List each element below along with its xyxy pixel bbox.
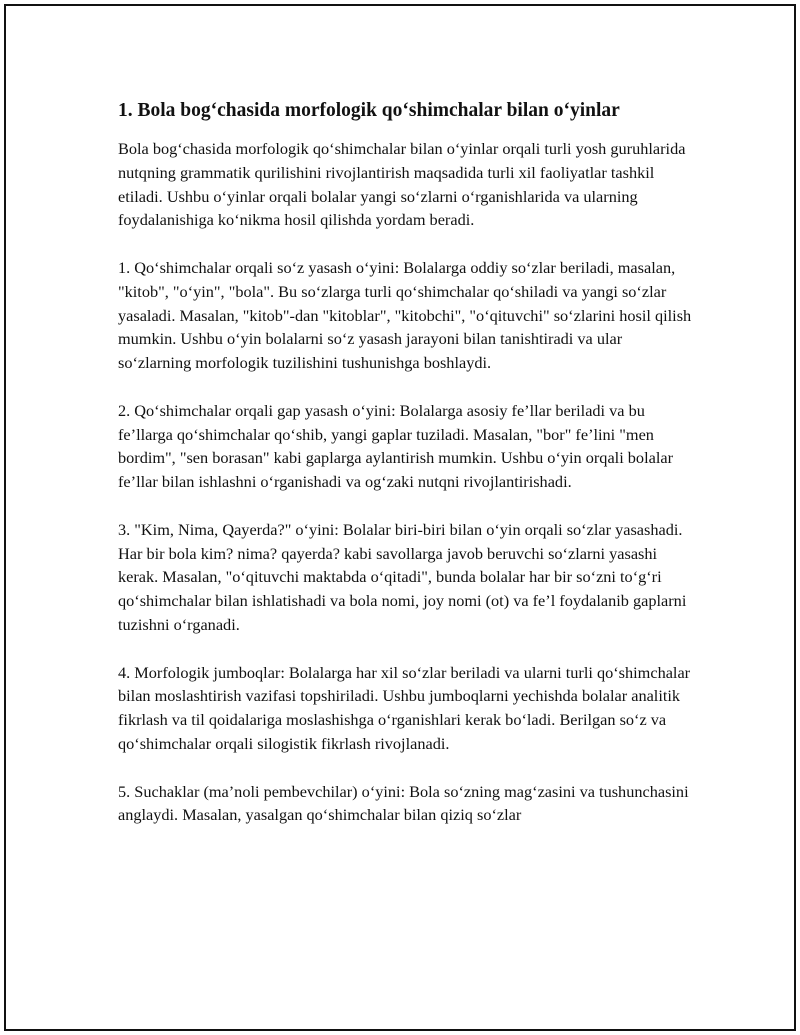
section-heading: 1. Bola bog‘chasida morfologik qo‘shimchalar bilan o‘yinlar xyxy=(118,100,620,121)
document-page xyxy=(4,4,796,1031)
paragraph-word-formation-game: 1. Qo‘shimchalar orqali so‘z yasash o‘yini: Bolalarga oddiy so‘zlar beriladi, masalan, "kitob", "o‘yin", "bola". Bu so‘zlarga turli qo‘shimchalar qo‘shiladi va yangi so‘zlar yasaladi. Masalan, "kitob"-dan "kitoblar", "kitobchi", "o‘qituvchi" so‘zlarini hosil qilish mumkin. Ushbu o‘yin bolalarni so‘z yasash jarayoni bilan tanishtiradi va ular so‘zlarning morfologik tuzilishini tushunishga boshlaydi. xyxy=(118,257,692,373)
paragraph-riddles-game: 5. Suchaklar (ma’noli pembevchilar) o‘yini: Bola so‘zning mag‘zasini va tushunchasini anglaydi. Masalan, yasalgan qo‘shimchalar bilan qiziq so‘zlar xyxy=(118,781,689,825)
paragraph-morphological-puzzles: 4. Morfologik jumboqlar: Bolalarga har xil so‘zlar beriladi va ularni turli qo‘shimchalar bilan moslashtirish vazifasi topshiriladi. Ushbu jumboqlarni yechishda bolalar analitik fikrlash va til qoidalariga moslashishga o‘rganishlari kerak bo‘ladi. Berilgan so‘z va qo‘shimchalar orqali silogistik fikrlash rivojlanadi. xyxy=(118,662,691,753)
document-body xyxy=(118,98,698,851)
intro-paragraph: Bola bog‘chasida morfologik qo‘shimchalar bilan o‘yinlar orqali turli yosh guruhlarida nutqning grammatik qurilishini rivojlantirish maqsadida turli xil faoliyatlar tashkil etiladi. Ushbu o‘yinlar orqali bolalar yangi so‘zlarni o‘rganishlarida va ularning foydalanishiga ko‘nikma hosil qilishda yordam beradi. xyxy=(118,139,686,230)
paragraph-sentence-building-game: 2. Qo‘shimchalar orqali gap yasash o‘yini: Bolalarga asosiy fe’llar beriladi va bu fe’llarga qo‘shimchalar qo‘shib, yangi gaplar tuziladi. Masalan, "bor" fe’lini "men bordim", "sen borasan" kabi gaplarga aylantirish mumkin. Ushbu o‘yin orqali bolalar fe’llar bilan ishlashni o‘rganishadi va og‘zaki nutqni rivojlantirishadi. xyxy=(118,400,673,492)
paragraph-who-what-where-game: 3. "Kim, Nima, Qayerda?" o‘yini: Bolalar biri-biri bilan o‘yin orqali so‘zlar yasashadi. Har bir bola kim? nima? qayerda? kabi savollarga javob beruvchi so‘zlarni yasashi kerak. Masalan, "o‘qituvchi maktabda o‘qitadi", bunda bolalar har bir so‘zni to‘g‘ri qo‘shimchalar bilan ishlatishadi va bola nomi, joy nomi (ot) va fe’l foydalanib gaplarni tuzishni o‘rganadi. xyxy=(118,519,687,634)
